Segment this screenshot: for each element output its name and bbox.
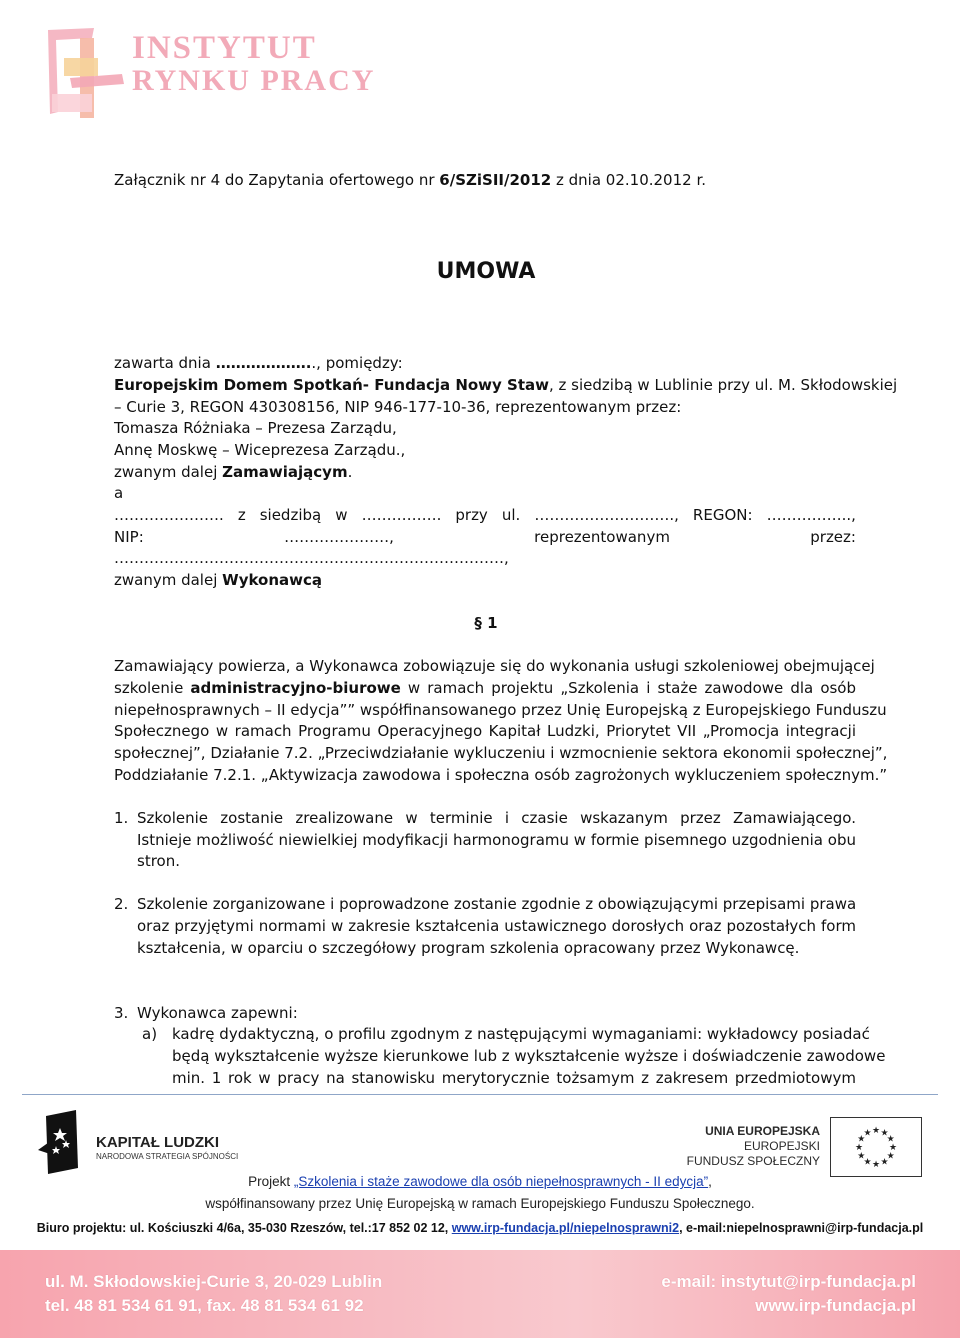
item-line: Istnieje możliwość niewielkiej modyfikacji harmonogramu w formie pisemnego uzgodnienia obu	[137, 831, 856, 849]
contact-bar	[0, 1250, 960, 1338]
paragraph-line: niepełnosprawnych – II edycja”” współfinansowanego przez Unię Europejską z Europejskiego Funduszu	[114, 701, 887, 719]
contractor-word: REGON:	[692, 506, 753, 524]
paragraph-text: szkolenie	[114, 679, 191, 697]
attachment-suffix: z dnia 02.10.2012 r.	[551, 171, 707, 189]
attachment-number: 6/SZiSII/2012	[439, 171, 552, 189]
bar-website: www.irp-fundacja.pl	[755, 1296, 916, 1315]
contractor-word: z	[237, 506, 246, 524]
office-suffix: , e-mail:niepelnosprawni@irp-fundacja.pl	[679, 1221, 924, 1235]
section-heading: § 1	[474, 614, 498, 632]
eu-star-icon: ★	[880, 1157, 889, 1168]
project-line	[0, 1174, 960, 1189]
contractor-called: Wykonawcą	[222, 571, 323, 589]
eu-star-icon: ★	[857, 1151, 866, 1162]
item-line: oraz przyjętymi normami w zakresie kształcenia ustawicznego dorosłych oraz pozostałych form	[137, 917, 856, 935]
eu-line3: FUNDUSZ SPOŁECZNY	[686, 1154, 820, 1168]
contractor-line1	[114, 505, 856, 527]
item-line: Wykonawca zapewni:	[137, 1004, 298, 1022]
contractor-word: siedzibą	[259, 506, 322, 524]
item-line: kształcenia, w oparciu o szczegółowy program szkolenia opracowany przez Wykonawcę.	[137, 939, 800, 957]
contractor-word: ……………………….,	[534, 506, 679, 524]
item-line: stron.	[137, 852, 180, 870]
item-number: 1.	[114, 809, 129, 827]
training-name: administracyjno-biurowe	[190, 679, 401, 697]
eu-star-icon: ★	[886, 1151, 895, 1162]
contractor-word: NIP:	[114, 528, 144, 546]
paragraph-line: Społecznego w ramach Programu Operacyjnego Kapitał Ludzki, Priorytet VII „Promocja integracji	[114, 722, 856, 740]
logo-line1: INSTYTUT	[132, 30, 317, 66]
subitem-line: kadrę dydaktyczną, o profilu zgodnym z następującymi wymaganiami: wykładowcy posiadać	[172, 1025, 870, 1043]
paragraph-line: Poddziałanie 7.2.1. „Aktywizacja zawodowa i społeczna osób zagrożonych wykluczeniem społecznym.”	[114, 766, 888, 784]
eu-star-icon: ★	[857, 1134, 866, 1145]
contractor-word: ………………….	[114, 506, 224, 524]
orderer-called-suffix: .	[347, 463, 353, 481]
eu-star-icon: ★	[863, 1157, 872, 1168]
footer-divider	[22, 1094, 938, 1095]
item-line: Szkolenie zostanie zrealizowane w terminie i czasie wskazanym przez Zamawiającego.	[137, 809, 856, 827]
eu-line2: EUROPEJSKI	[743, 1139, 820, 1153]
office-line	[0, 1221, 960, 1235]
orderer-called-line	[114, 462, 352, 484]
contractor-line3: ……………………………………………………………………,	[114, 549, 509, 567]
orderer-line1	[114, 375, 898, 397]
eu-star-icon: ★	[871, 1160, 881, 1170]
concluded-line	[114, 353, 403, 375]
subitem-line: będą wykształcenie wyższe kierunkowe lub z wykształcenie wyższe i doświadczenie zawodowe	[172, 1047, 886, 1065]
item-number: 3.	[114, 1004, 129, 1022]
paragraph-line	[114, 678, 856, 700]
kapital-ludzki-logo-icon	[38, 1110, 84, 1174]
eu-star-icon: ★	[863, 1128, 872, 1139]
eu-star-icon: ★	[886, 1134, 895, 1145]
orderer-called: Zamawiającym	[222, 463, 348, 481]
orderer-line2: – Curie 3, REGON 430308156, NIP 946-177-10-36, reprezentowanym przez:	[114, 398, 682, 416]
orderer-rest: , z siedzibą w Lublinie przy ul. M. Skłodowskiej	[549, 376, 898, 394]
eu-star-icon: ★	[871, 1126, 881, 1136]
kapital-ludzki-subtitle: NARODOWA STRATEGIA SPÓJNOŚCI	[96, 1152, 239, 1161]
contractor-word: w	[335, 506, 348, 524]
subitem-line: min. 1 rok w pracy na stanowisku merytorycznie tożsamym z zakresem przedmiotowym	[172, 1069, 856, 1087]
contractor-word: …………………,	[284, 528, 394, 546]
paragraph-text: w ramach projektu „Szkolenia i staże zawodowe dla osób	[400, 679, 857, 697]
bar-phone: tel. 48 81 534 61 91, fax. 48 81 534 61 92	[45, 1296, 364, 1315]
project-name: „Szkolenia i staże zawodowe dla osób niepełnosprawnych - II edycja”	[293, 1174, 709, 1189]
paragraph-line: społecznej”, Działanie 7.2. „Przeciwdziałanie wykluczeniu i wzmocnienie sektora ekonomii społecznej”,	[114, 744, 888, 762]
eu-star-icon: ★	[888, 1143, 898, 1153]
concluded-prefix: zawarta dnia	[114, 354, 216, 372]
item-line: Szkolenie zorganizowane i poprowadzone zostanie zgodnie z obowiązującymi przepisami prawa	[137, 895, 857, 913]
contractor-word: ul.	[501, 506, 521, 524]
office-prefix: Biuro projektu: ul. Kościuszki 4/6a, 35-030 Rzeszów, tel.:17 852 02 12,	[36, 1221, 452, 1235]
eu-flag-icon	[830, 1117, 922, 1177]
contractor-line2	[114, 527, 856, 549]
representative-1: Tomasza Różniaka – Prezesa Zarządu,	[114, 419, 397, 437]
logo-line2: RYNKU PRACY	[132, 64, 376, 97]
office-link[interactable]: www.irp-fundacja.pl/niepelnosprawni2	[451, 1221, 680, 1235]
bar-email: e-mail: instytut@irp-fundacja.pl	[661, 1272, 916, 1291]
contractor-word: reprezentowanym	[534, 528, 670, 546]
concluded-suffix: ., pomiędzy:	[311, 354, 403, 372]
bar-address: ul. M. Skłodowskiej-Curie 3, 20-029 Lublin	[45, 1272, 383, 1291]
project-prefix: Projekt	[248, 1174, 294, 1189]
paragraph-line: Zamawiający powierza, a Wykonawca zobowiązuje się do wykonania usługi szkoleniowej obejmującej	[114, 657, 875, 675]
cofinanced-line: współfinansowany przez Unię Europejską w ramach Europejskiego Funduszu Społecznego.	[205, 1196, 755, 1211]
eu-star-icon: ★	[880, 1128, 889, 1139]
contractor-called-prefix: zwanym dalej	[114, 571, 223, 589]
item-number: 2.	[114, 895, 129, 913]
subitem-label: a)	[142, 1025, 158, 1043]
representative-2: Annę Moskwę – Wiceprezesa Zarządu.,	[114, 441, 406, 459]
attachment-prefix: Załącznik nr 4 do Zapytania ofertowego nr	[114, 171, 440, 189]
contractor-word: …………….	[361, 506, 442, 524]
orderer-called-prefix: zwanym dalej	[114, 463, 223, 481]
and-word: a	[114, 484, 124, 502]
orderer-name: Europejskim Domem Spotkań- Fundacja Nowy Staw	[114, 376, 549, 394]
contractor-word: ……………..,	[766, 506, 856, 524]
contractor-called-line	[114, 570, 322, 592]
contractor-word: przy	[455, 506, 488, 524]
contractor-word: przez:	[810, 528, 856, 546]
eu-line1: UNIA EUROPEJSKA	[705, 1124, 820, 1138]
kapital-ludzki-title: KAPITAŁ LUDZKI	[96, 1134, 220, 1151]
document-title: UMOWA	[436, 259, 536, 284]
attachment-line	[114, 170, 706, 192]
project-suffix: ,	[708, 1174, 712, 1189]
eu-star-icon: ★	[854, 1143, 864, 1153]
concluded-date: ……………….	[215, 354, 312, 372]
